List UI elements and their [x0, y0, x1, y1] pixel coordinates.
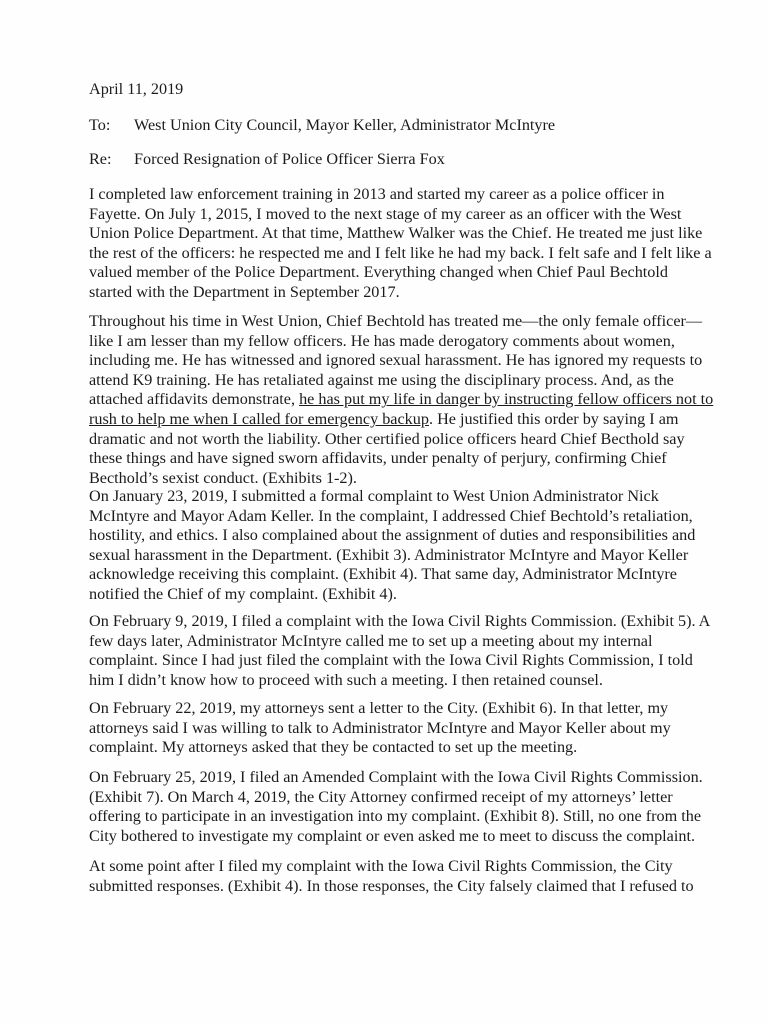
paragraph-line: City bothered to investigate my complaint or even asked me to meet to discuss the complaint. — [89, 826, 695, 845]
paragraph-line — [89, 390, 714, 410]
paragraph-line: I completed law enforcement training in 2013 and started my career as a police officer in — [89, 185, 665, 203]
paragraph-4 — [89, 612, 711, 690]
paragraph-7 — [89, 857, 694, 896]
line-text: attached affidavits demonstrate, — [89, 390, 300, 409]
paragraph-line: including me. He has witnessed and ignored sexual harassment. He has ignored my requests to — [89, 351, 703, 370]
paragraph-line: Union Police Department. At that time, Matthew Walker was the Chief. He treated me just like — [89, 224, 703, 243]
paragraph-5 — [89, 699, 689, 758]
paragraph-line: sexual harassment in the Department. (Exhibit 3). Administrator McIntyre and Mayor Keller — [89, 545, 689, 564]
paragraph-line: these things and have signed sworn affidavits, under penalty of perjury, confirming Chief — [89, 449, 667, 468]
paragraph-line: offering to participate in an investigation into my complaint. (Exhibit 8). Still, no one from the — [89, 807, 702, 826]
paragraph-line: attorneys said I was willing to talk to Administrator McIntyre and Mayor Keller about my — [89, 718, 671, 737]
re-subject: Forced Resignation of Police Officer Sierra Fox — [134, 150, 445, 168]
paragraph-line: (Exhibit 7). On March 4, 2019, the City Attorney confirmed receipt of my attorneys’ letter — [89, 787, 673, 806]
paragraph-line: complaint. My attorneys asked that they be contacted to set up the meeting. — [89, 738, 578, 757]
paragraph-line: started with the Department in September 2017. — [89, 282, 400, 301]
paragraph-6 — [89, 768, 703, 846]
paragraph-line: On February 25, 2019, I filed an Amended Complaint with the Iowa Civil Rights Commission. — [89, 768, 703, 786]
paragraph-line: hostility, and ethics. I also complained about the assignment of duties and responsibilities and — [89, 526, 696, 545]
paragraph-line: the rest of the officers: he respected me and I felt like he had my back. I felt safe and I felt like a — [89, 243, 712, 262]
paragraph-line: notified the Chief of my complaint. (Exhibit 4). — [89, 584, 397, 603]
paragraph-line: him I didn’t know how to proceed with such a meeting. I then retained counsel. — [89, 670, 603, 689]
letter-date: April 11, 2019 — [89, 80, 184, 98]
re-line — [89, 150, 445, 170]
paragraph-line: Throughout his time in West Union, Chief Bechtold has treated me—the only female officer— — [89, 312, 703, 330]
re-label: Re: — [89, 150, 112, 168]
paragraph-3 — [89, 487, 696, 605]
to-recipients: West Union City Council, Mayor Keller, Administrator McIntyre — [134, 116, 556, 134]
underlined-text: he has put my life in danger by instructing fellow officers not to — [299, 390, 714, 409]
to-line — [89, 116, 555, 136]
paragraph-line: valued member of the Police Department. Everything changed when Chief Paul Bechtold — [89, 263, 668, 282]
paragraph-line: On February 9, 2019, I filed a complaint with the Iowa Civil Rights Commission. (Exhibit 5). A — [89, 612, 711, 630]
paragraph-line: Fayette. On July 1, 2015, I moved to the next stage of my career as an officer with the West — [89, 204, 682, 223]
paragraph-line: acknowledge receiving this complaint. (Exhibit 4). That same day, Administrator McIntyre — [89, 565, 677, 584]
paragraph-line: complaint. Since I had just filed the complaint with the Iowa Civil Rights Commission, I told — [89, 651, 693, 670]
to-label: To: — [89, 116, 111, 134]
paragraph-line: At some point after I filed my complaint with the Iowa Civil Rights Commission, the City — [89, 857, 673, 875]
paragraph-line: Becthold’s sexist conduct. (Exhibits 1-2). — [89, 468, 357, 487]
paragraph-line: McIntyre and Mayor Adam Keller. In the complaint, I addressed Chief Bechtold’s retaliation, — [89, 506, 693, 525]
paragraph-line: like I am lesser than my fellow officers. He has made derogatory comments about women, — [89, 331, 675, 350]
paragraph-line: On February 22, 2019, my attorneys sent a letter to the City. (Exhibit 6). In that letter, my — [89, 699, 669, 717]
line-text: . He justified this order by saying I am — [428, 409, 679, 428]
paragraph-line: On January 23, 2019, I submitted a formal complaint to West Union Administrator Nick — [89, 487, 659, 505]
paragraph-1 — [89, 185, 712, 303]
paragraph-line: dramatic and not worth the liability. Other certified police officers heard Chief Becthold say — [89, 429, 685, 448]
underlined-text: rush to help me when I called for emergency backup — [89, 409, 429, 428]
paragraph-line: submitted responses. (Exhibit 4). In those responses, the City falsely claimed that I refused to — [89, 876, 694, 895]
paragraph-2 — [89, 312, 714, 488]
paragraph-line — [89, 410, 689, 430]
paragraph-line: few days later, Administrator McIntyre called me to set up a meeting about my internal — [89, 631, 653, 650]
paragraph-line: attend K9 training. He has retaliated against me using the disciplinary process. And, as the — [89, 370, 674, 389]
